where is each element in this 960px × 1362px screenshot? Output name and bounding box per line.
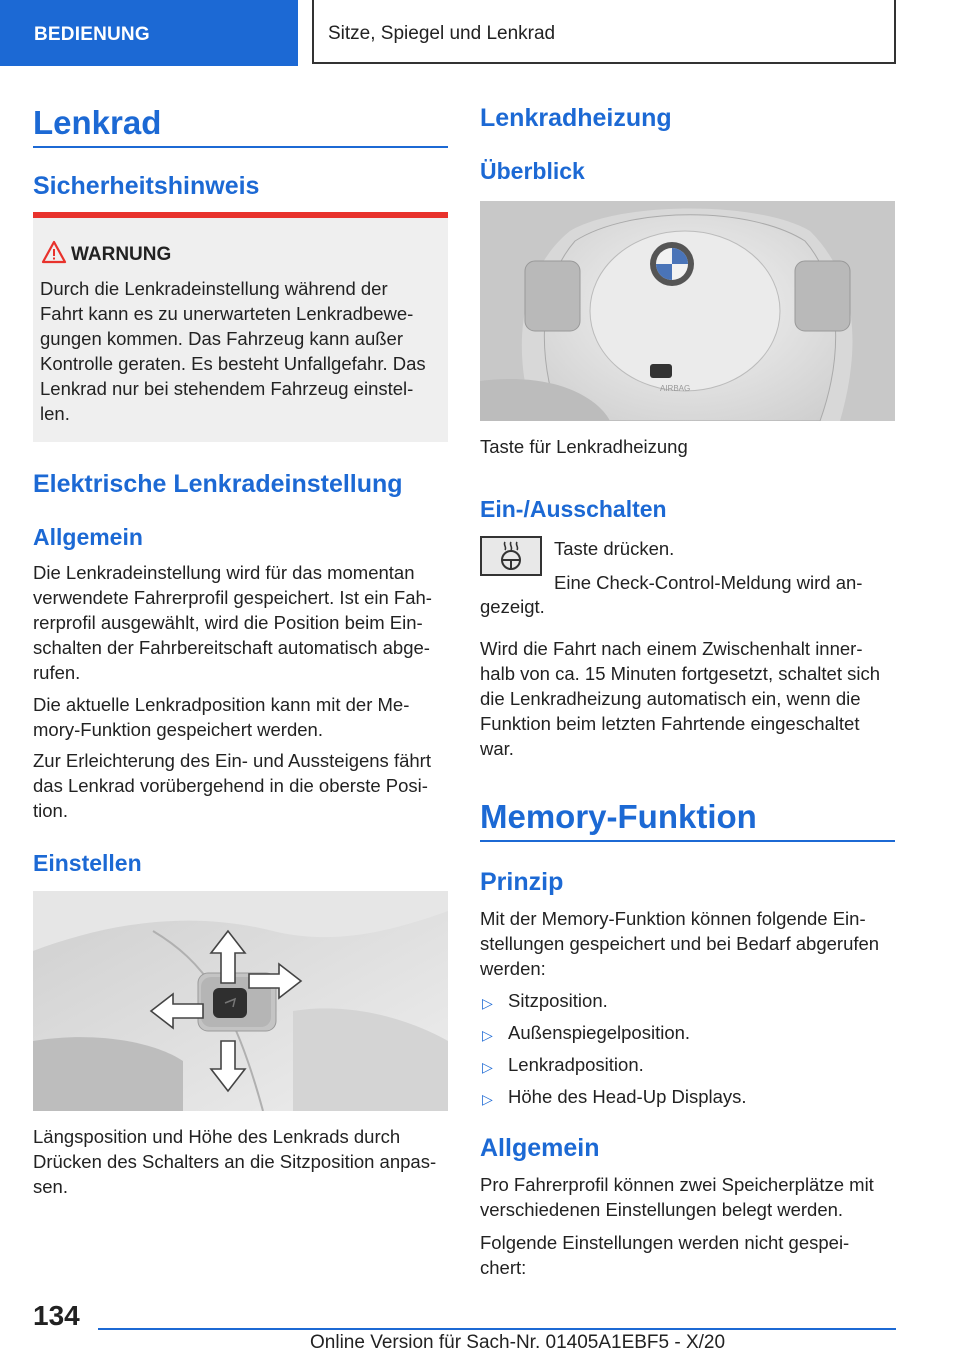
steering-heating-button [480, 536, 542, 576]
list-item [480, 988, 747, 1020]
text-line: verwendete Fahrerprofil gespeichert. Ist ein Fah- [33, 587, 432, 608]
heating-heading: Lenkradheizung [480, 104, 672, 132]
warning-box [33, 212, 448, 442]
warning-line: Kontrolle geraten. Es besteht Unfallgefahr. Das [40, 353, 426, 374]
warning-line: len. [40, 403, 70, 424]
steering-caption: Taste für Lenkradheizung [480, 436, 688, 457]
caption-line: Längsposition und Höhe des Lenkrads durch [33, 1126, 401, 1147]
list-item-text: Sitzposition. [508, 990, 608, 1011]
memory-title: Memory-Funktion [480, 798, 757, 835]
memory-bullet-list [480, 988, 747, 1116]
text-line: rufen. [33, 662, 81, 683]
principle-heading: Prinzip [480, 868, 564, 896]
general-paragraph [33, 560, 432, 685]
memory-paragraph [33, 692, 409, 742]
list-item [480, 1084, 747, 1116]
caption-line: Drücken des Schalters an die Sitzposition anpas- [33, 1151, 437, 1172]
text-line: rerprofil ausgewählt, wird die Position beim Ein- [33, 612, 423, 633]
press-text: Taste drücken. [554, 538, 675, 559]
warning-line: Lenkrad nur bei stehendem Fahrzeug einstel- [40, 378, 414, 399]
text-line: Funktion beim letzten Fahrtende eingeschaltet [480, 713, 860, 734]
page-header [0, 0, 960, 66]
text-line: tion. [33, 800, 68, 821]
steering-wheel-illustration [480, 201, 895, 421]
text-line: Die aktuelle Lenkradposition kann mit der Me- [33, 694, 410, 715]
triangle-bullet-icon: ▷ [482, 1091, 493, 1107]
triangle-bullet-icon: ▷ [482, 995, 493, 1011]
footer-rule [98, 1328, 896, 1330]
resume-paragraph [480, 636, 880, 761]
text-line: war. [480, 738, 514, 759]
warning-triangle-icon [41, 240, 67, 264]
caption-line: sen. [33, 1176, 68, 1197]
warning-text [40, 276, 440, 426]
text-line: mory-Funktion gespeichert werden. [33, 719, 323, 740]
general-heading-right: Allgemein [480, 1134, 600, 1162]
steering-heating-icon [482, 538, 540, 574]
adjust-switch-illustration [33, 891, 448, 1111]
check-control-text-cont: gezeigt. [480, 596, 545, 617]
onoff-heading: Ein-/Ausschalten [480, 496, 667, 522]
electric-adjust-heading: Elektrische Lenkradeinstellung [33, 470, 403, 498]
adjust-switch-image [33, 891, 448, 1111]
title-rule [33, 146, 448, 148]
text-line: schalten der Fahrbereitschaft automatisch abge- [33, 637, 430, 658]
text-line: Wird die Fahrt nach einem Zwischenhalt inner- [480, 638, 863, 659]
list-item-text: Höhe des Head-Up Displays. [508, 1086, 747, 1107]
chapter-label: Sitze, Spiegel und Lenkrad [312, 0, 896, 64]
page-title: Lenkrad [33, 104, 162, 141]
list-item [480, 1020, 747, 1052]
list-item [480, 1052, 747, 1084]
text-line: Folgende Einstellungen werden nicht gespei- [480, 1232, 850, 1253]
steering-wheel-image [480, 201, 895, 421]
text-line: Zur Erleichterung des Ein- und Aussteigens fährt [33, 750, 431, 771]
warning-label: WARNUNG [71, 244, 172, 265]
text-line: halb von ca. 15 Minuten fortgesetzt, schaltet sich [480, 663, 881, 684]
warning-line: gungen kommen. Das Fahrzeug kann außer [40, 328, 404, 349]
text-line: werden: [480, 958, 546, 979]
profile-paragraph [480, 1172, 874, 1222]
text-line: das Lenkrad vorübergehend in die oberste Posi- [33, 775, 428, 796]
check-control-text: Eine Check-Control-Meldung wird an- [554, 572, 863, 593]
warning-line: Durch die Lenkradeinstellung während der [40, 278, 388, 299]
memory-rule [480, 840, 895, 842]
general-heading: Allgemein [33, 524, 143, 550]
text-line: verschiedenen Einstellungen belegt werden. [480, 1199, 844, 1220]
text-line: die Lenkradheizung automatisch ein, wenn die [480, 688, 861, 709]
page-number: 134 [33, 1300, 80, 1331]
list-item-text: Lenkradposition. [508, 1054, 644, 1075]
text-line: Die Lenkradeinstellung wird für das momentan [33, 562, 415, 583]
triangle-bullet-icon: ▷ [482, 1059, 493, 1075]
list-item-text: Außenspiegelposition. [508, 1022, 691, 1043]
section-label: BEDIENUNG [0, 0, 298, 66]
not-saved-paragraph [480, 1230, 849, 1280]
adjust-caption [33, 1124, 436, 1199]
safety-heading: Sicherheitshinweis [33, 172, 260, 200]
warning-line: Fahrt kann es zu unerwarteten Lenkradbewe- [40, 303, 414, 324]
online-version-text: Online Version für Sach-Nr. 01405A1EBF5 - X/20 [310, 1332, 726, 1353]
airbag-marking: AIRBAG [660, 384, 691, 393]
principle-paragraph [480, 906, 879, 981]
entry-paragraph [33, 748, 431, 823]
adjust-heading: Einstellen [33, 850, 142, 876]
text-line: Pro Fahrerprofil können zwei Speicherplätze mit [480, 1174, 874, 1195]
text-line: chert: [480, 1257, 527, 1278]
triangle-bullet-icon: ▷ [482, 1027, 493, 1043]
text-line: Mit der Memory-Funktion können folgende Ein- [480, 908, 866, 929]
overview-heading: Überblick [480, 158, 585, 184]
text-line: stellungen gespeichert und bei Bedarf abgerufen [480, 933, 880, 954]
